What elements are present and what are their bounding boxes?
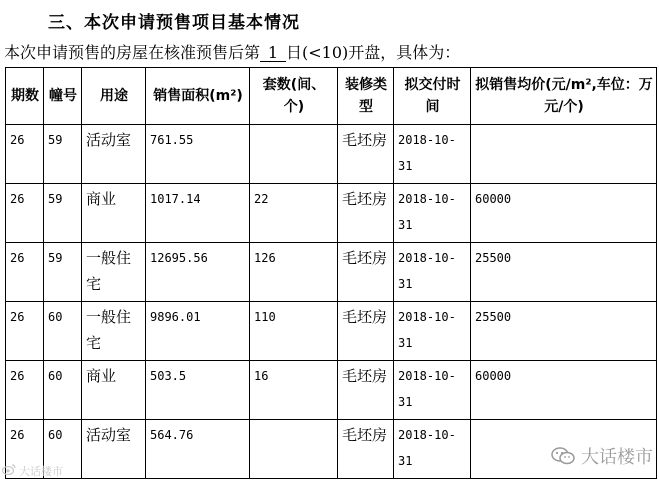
header-cell: 用途 xyxy=(82,68,146,125)
header-cell: 幢号 xyxy=(44,68,82,125)
table-cell: 2018-10-31 xyxy=(394,184,471,243)
table-cell: 毛坯房 xyxy=(338,125,394,184)
intro-after: 日(<10)开盘，具体为： xyxy=(286,43,461,62)
table-cell: 商业 xyxy=(82,184,146,243)
table-header-row xyxy=(6,68,657,125)
intro-before: 本次申请预售的房屋在核准预售后第 xyxy=(4,43,261,62)
table-cell: 毛坯房 xyxy=(338,361,394,420)
wechat-icon xyxy=(551,447,575,465)
table-cell: 一般住宅 xyxy=(82,243,146,302)
table-cell: 60000 xyxy=(471,361,657,420)
table-cell: 活动室 xyxy=(82,125,146,184)
watermark-wechat xyxy=(551,443,653,469)
watermark-weibo xyxy=(2,463,63,479)
table-cell: 25500 xyxy=(471,302,657,361)
table-row xyxy=(6,361,657,420)
table-cell: 60 xyxy=(44,420,82,479)
table-cell: 60000 xyxy=(471,184,657,243)
table-row xyxy=(6,184,657,243)
table-cell: 60 xyxy=(44,302,82,361)
table-cell: 761.55 xyxy=(146,125,250,184)
table-cell: 25500 xyxy=(471,243,657,302)
section-heading: 三、本次申请预售项目基本情况 xyxy=(48,13,300,33)
table-row xyxy=(6,302,657,361)
watermark-text: 大话楼市 xyxy=(581,447,653,468)
table-cell: 9896.01 xyxy=(146,302,250,361)
table-cell: 2018-10-31 xyxy=(394,420,471,479)
table-cell: 2018-10-31 xyxy=(394,302,471,361)
table-cell: 59 xyxy=(44,184,82,243)
intro-text xyxy=(4,40,460,63)
table-cell: 26 xyxy=(6,302,44,361)
table-cell: 一般住宅 xyxy=(82,302,146,361)
table-cell: 2018-10-31 xyxy=(394,125,471,184)
header-cell: 销售面积(m²) xyxy=(146,68,250,125)
table-cell: 26 xyxy=(6,243,44,302)
table-cell: 503.5 xyxy=(146,361,250,420)
table-cell: 26 xyxy=(6,184,44,243)
table-cell: 12695.56 xyxy=(146,243,250,302)
table-cell xyxy=(471,125,657,184)
table-cell: 564.76 xyxy=(146,420,250,479)
table-cell xyxy=(250,125,338,184)
table-cell: 2018-10-31 xyxy=(394,361,471,420)
header-cell: 期数 xyxy=(6,68,44,125)
table-cell: 毛坯房 xyxy=(338,184,394,243)
opening-day: 1 xyxy=(260,44,286,62)
table-cell: 26 xyxy=(6,361,44,420)
table-cell: 22 xyxy=(250,184,338,243)
table-cell: 毛坯房 xyxy=(338,420,394,479)
table-cell: 59 xyxy=(44,243,82,302)
table-cell: 60 xyxy=(44,361,82,420)
table-cell xyxy=(250,420,338,479)
table-row xyxy=(6,125,657,184)
table-cell: 2018-10-31 xyxy=(394,243,471,302)
header-cell: 拟销售均价(元/m²,车位：万元/个) xyxy=(471,68,657,125)
table-cell: 59 xyxy=(44,125,82,184)
table-cell: 毛坯房 xyxy=(338,243,394,302)
table-cell: 26 xyxy=(6,125,44,184)
header-cell: 套数(间、个) xyxy=(250,68,338,125)
table-cell: 110 xyxy=(250,302,338,361)
table-cell: 活动室 xyxy=(82,420,146,479)
table-row xyxy=(6,243,657,302)
presale-table xyxy=(5,67,657,479)
weibo-icon xyxy=(2,464,16,478)
table-cell: 126 xyxy=(250,243,338,302)
table-cell: 毛坯房 xyxy=(338,302,394,361)
header-cell: 拟交付时间 xyxy=(394,68,471,125)
table-cell: 16 xyxy=(250,361,338,420)
watermark-text-small: 大话楼市 xyxy=(19,465,63,478)
header-cell: 装修类型 xyxy=(338,68,394,125)
table-cell: 商业 xyxy=(82,361,146,420)
table-cell: 1017.14 xyxy=(146,184,250,243)
table-cell: 26 xyxy=(6,420,44,479)
